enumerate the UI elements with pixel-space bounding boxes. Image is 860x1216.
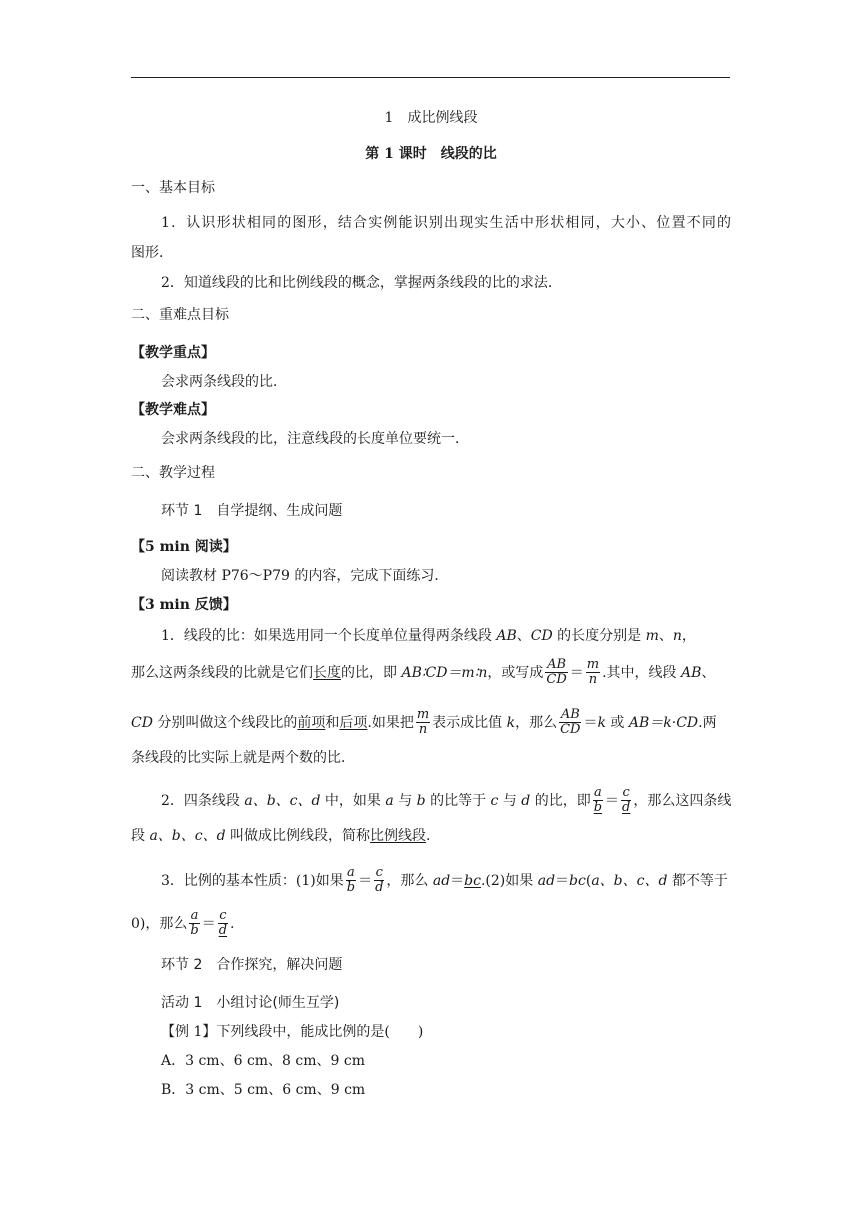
fraction-c-d-2: $\frac{c}{d}$: [375, 865, 384, 896]
difficulty-label: 【教学难点】: [131, 402, 215, 418]
key-point-label: 【教学重点】: [131, 345, 215, 361]
p1-line-1: 1．线段的比：如果选用同一个长度单位量得两条线段 AB、CD 的长度分别是 m、n，: [161, 628, 696, 644]
key-point-text: 会求两条线段的比．: [161, 374, 287, 390]
section-key-goals: 二、重难点目标: [131, 307, 229, 323]
fraction-m-n: $\frac{m}{n}$: [586, 657, 600, 688]
fraction-a-b-3: $\frac{a}{b}$: [190, 908, 199, 939]
blank-length: 长度: [313, 664, 341, 681]
goal-1-line-1: 1．认识形状相同的图形，结合实例能识别出现实生活中形状相同，大小、位置不同的: [161, 215, 731, 231]
goal-2: 2．知道线段的比和比例线段的概念，掌握两条线段的比的求法．: [161, 275, 562, 291]
read-label: 【5 min 阅读】: [131, 539, 237, 555]
p2-line-1: 2．四条线段 a、b、c、d 中，如果 a 与 b 的比等于 c 与 d 的比，即 $\frac{a}{b}$ ＝ $\frac{c}{d}$ ，那么这四条线: [161, 785, 732, 816]
blank-bc: bc: [464, 872, 481, 889]
option-b: B．3 cm、5 cm、6 cm、9 cm: [161, 1082, 366, 1098]
p1-line-3: CD 分别叫做这个线段比的前项和后项.如果把 $\frac{m}{n}$ 表示成比值 k，那么 $\frac{AB}{CD}$ ＝k 或 AB＝k·CD.两: [131, 707, 717, 738]
read-text: 阅读教材 P76～P79 的内容，完成下面练习．: [161, 568, 449, 584]
option-a: A．3 cm、6 cm、8 cm、9 cm: [161, 1053, 366, 1069]
page-title: 1 成比例线段: [384, 110, 478, 126]
p2-line-2: 段 a、b、c、d 叫做成比例线段，简称比例线段.: [131, 828, 431, 844]
fraction-c-d-3: $\frac{c}{d}$: [218, 908, 228, 939]
p3-line-2: 0)，那么 $\frac{a}{b}$ ＝ $\frac{c}{d}$ .: [131, 908, 235, 939]
activity-1-heading: 活动 1 小组讨论(师生互学): [161, 995, 340, 1011]
link-2-heading: 环节 2 合作探究，解决问题: [161, 957, 343, 973]
goal-1-line-2: 图形．: [131, 245, 173, 261]
fraction-m-n-2: $\frac{m}{n}$: [416, 707, 430, 738]
fraction-c-d: $\frac{c}{d}$: [622, 785, 631, 816]
fraction-a-b-2: $\frac{a}{b}$: [346, 865, 356, 896]
link-1-heading: 环节 1 自学提纲、生成问题: [161, 503, 343, 519]
fraction-ab-cd: $\frac{AB}{CD}$: [546, 657, 567, 688]
lesson-subtitle: 第 1 课时 线段的比: [365, 146, 497, 162]
blank-antecedent: 前项: [297, 714, 326, 731]
difficulty-text: 会求两条线段的比，注意线段的长度单位要统一．: [161, 431, 469, 447]
fraction-a-b: $\frac{a}{b}$: [593, 785, 603, 816]
p3-line-1: 3．比例的基本性质：(1)如果 $\frac{a}{b}$ ＝ $\frac{c}{d}$ ，那么 ad＝bc.(2)如果 ad＝bc(a、b、c、d 都不等于: [161, 865, 728, 896]
feedback-label: 【3 min 反馈】: [131, 597, 237, 613]
section-teaching-process: 二、教学过程: [131, 465, 215, 481]
blank-consequent: 后项: [339, 714, 368, 731]
fraction-ab-cd-2: $\frac{AB}{CD}$: [560, 707, 581, 738]
blank-proportional-segments: 比例线段: [370, 828, 427, 844]
example-1: 【例 1】下列线段中，能成比例的是( ): [161, 1024, 424, 1040]
section-basic-goals: 一、基本目标: [131, 180, 215, 196]
p1-line-2: 那么这两条线段的比就是它们长度的比，即 AB∶CD＝m∶n，或写成 $\frac{AB}{CD}$ ＝ $\frac{m}{n}$ .其中，线段 AB、: [131, 657, 716, 688]
p1-line-4: 条线段的比实际上就是两个数的比．: [131, 750, 355, 766]
header-rule: [131, 77, 730, 78]
